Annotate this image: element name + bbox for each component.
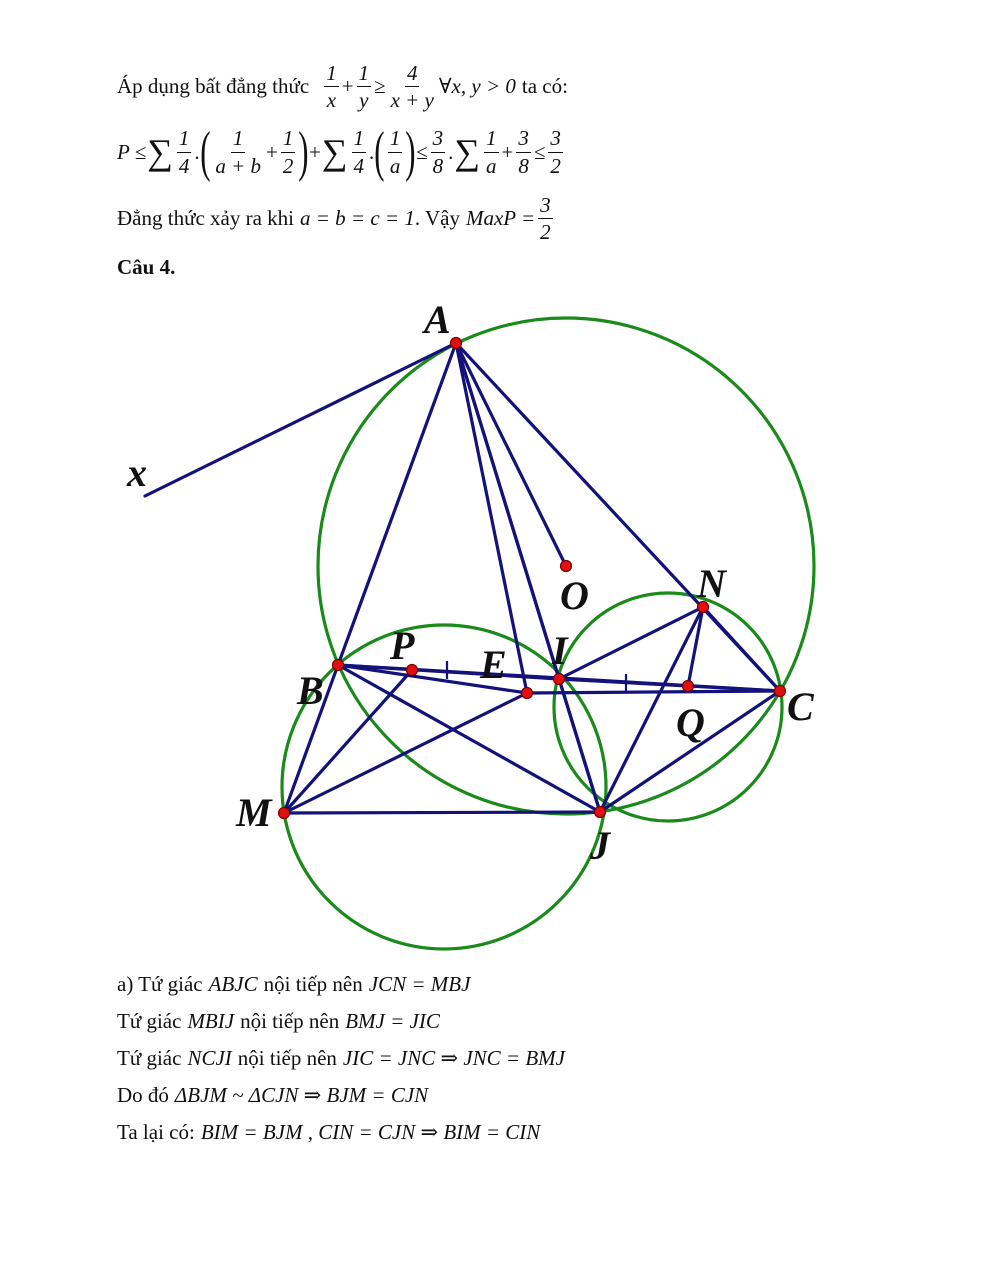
fraction-max: $\frac{3}{2}$ <box>540 193 551 245</box>
fraction-h: $\frac{1}{a}$ <box>486 126 497 178</box>
fraction-1-over-y: $\frac{1}{y}$ <box>358 61 370 113</box>
paren-open: ( <box>199 121 211 183</box>
inequality-line: P ≤ ∑ $\frac{1}{4}$ . ( $\frac{1}{a + b}$ + $\frac{1}{2}$ ) + ∑ $\frac{1}{4}$ . ( $\frac{1}{a}$ ) ≤ $\frac{3}{8}$ . ∑ $\frac{1}{a}$ + $\frac{3}{8}$ ≤ $\frac{3}{2}$ <box>117 121 561 183</box>
label-m: M <box>236 790 272 835</box>
segment-ic <box>559 679 780 691</box>
fraction-c: $\frac{1}{2}$ <box>282 126 294 178</box>
fraction-a: $\frac{1}{4}$ <box>178 126 190 178</box>
sum-symbol: ∑ <box>147 132 173 172</box>
label-n: N <box>697 561 726 606</box>
intro-prefix: Áp dụng bất đẳng thức <box>117 74 310 99</box>
point-b <box>333 660 344 671</box>
point-m <box>279 808 290 819</box>
segment-ao <box>456 343 566 566</box>
segment-ae <box>456 343 527 693</box>
fraction-i: $\frac{3}{8}$ <box>518 126 529 178</box>
point-i <box>554 674 565 685</box>
point-j <box>595 807 606 818</box>
solution-line-5: Ta lại có: BIM = BJM , CIN = CJN ⇒ BIM = CIN <box>117 1120 541 1144</box>
solution-line-1: a) Tứ giác ABJC nội tiếp nên JCN = MBJ <box>117 972 471 996</box>
label-q: Q <box>676 700 705 745</box>
label-j: J <box>590 823 610 868</box>
segment-bi <box>338 665 559 679</box>
point-q <box>683 681 694 692</box>
segment-mj <box>284 812 600 813</box>
point-a <box>451 338 462 349</box>
label-a: A <box>424 297 451 342</box>
question-heading: Câu 4. <box>117 255 176 279</box>
solution-line-2: Tứ giác MBIJ nội tiếp nên BMJ = JIC <box>117 1009 440 1033</box>
solution-line-4: Do đó ΔBJM ~ ΔCJN ⇒ BJM = CJN <box>117 1083 429 1107</box>
equality-line: Đẳng thức xảy ra khi a = b = c = 1 . Vậy MaxP = $\frac{3}{2}$ <box>117 193 551 245</box>
circle-ncji <box>554 593 782 821</box>
fraction-1-over-x: $\frac{1}{x}$ <box>326 61 337 113</box>
intro-line: Áp dụng bất đẳng thức $\frac{1}{x}$ + $\frac{1}{y}$ ≥ $\frac{4}{x + y}$ ∀x, y > 0 ta có: <box>117 61 568 113</box>
label-c: C <box>787 684 814 729</box>
fraction-g: $\frac{3}{8}$ <box>432 126 444 178</box>
label-b: B <box>297 668 324 713</box>
intro-condition: ∀x, y > 0 <box>438 74 516 99</box>
point-e <box>522 688 533 699</box>
paren-close: ) <box>298 121 309 183</box>
paren-close: ) <box>405 121 416 183</box>
fraction-b: $\frac{1}{a + b}$ <box>215 126 261 178</box>
label-i: I <box>552 628 568 673</box>
intro-suffix: ta có: <box>521 74 568 99</box>
segment-ec <box>527 691 780 693</box>
point-c <box>775 686 786 697</box>
label-o: O <box>560 573 589 618</box>
fraction-j: $\frac{3}{2}$ <box>550 126 561 178</box>
label-e: E <box>480 642 507 687</box>
fraction-e: $\frac{1}{a}$ <box>389 126 401 178</box>
paren-open: ( <box>374 121 385 183</box>
point-o <box>561 561 572 572</box>
sum-symbol: ∑ <box>454 132 481 172</box>
fraction-4-over-xy: $\frac{4}{x + y}$ <box>390 61 434 113</box>
sum-symbol: ∑ <box>321 132 348 172</box>
fraction-d: $\frac{1}{4}$ <box>353 126 364 178</box>
label-p: P <box>390 623 415 668</box>
label-x: x <box>127 450 147 495</box>
solution-line-3: Tứ giác NCJI nội tiếp nên JIC = JNC ⇒ JNC = BMJ <box>117 1046 565 1070</box>
